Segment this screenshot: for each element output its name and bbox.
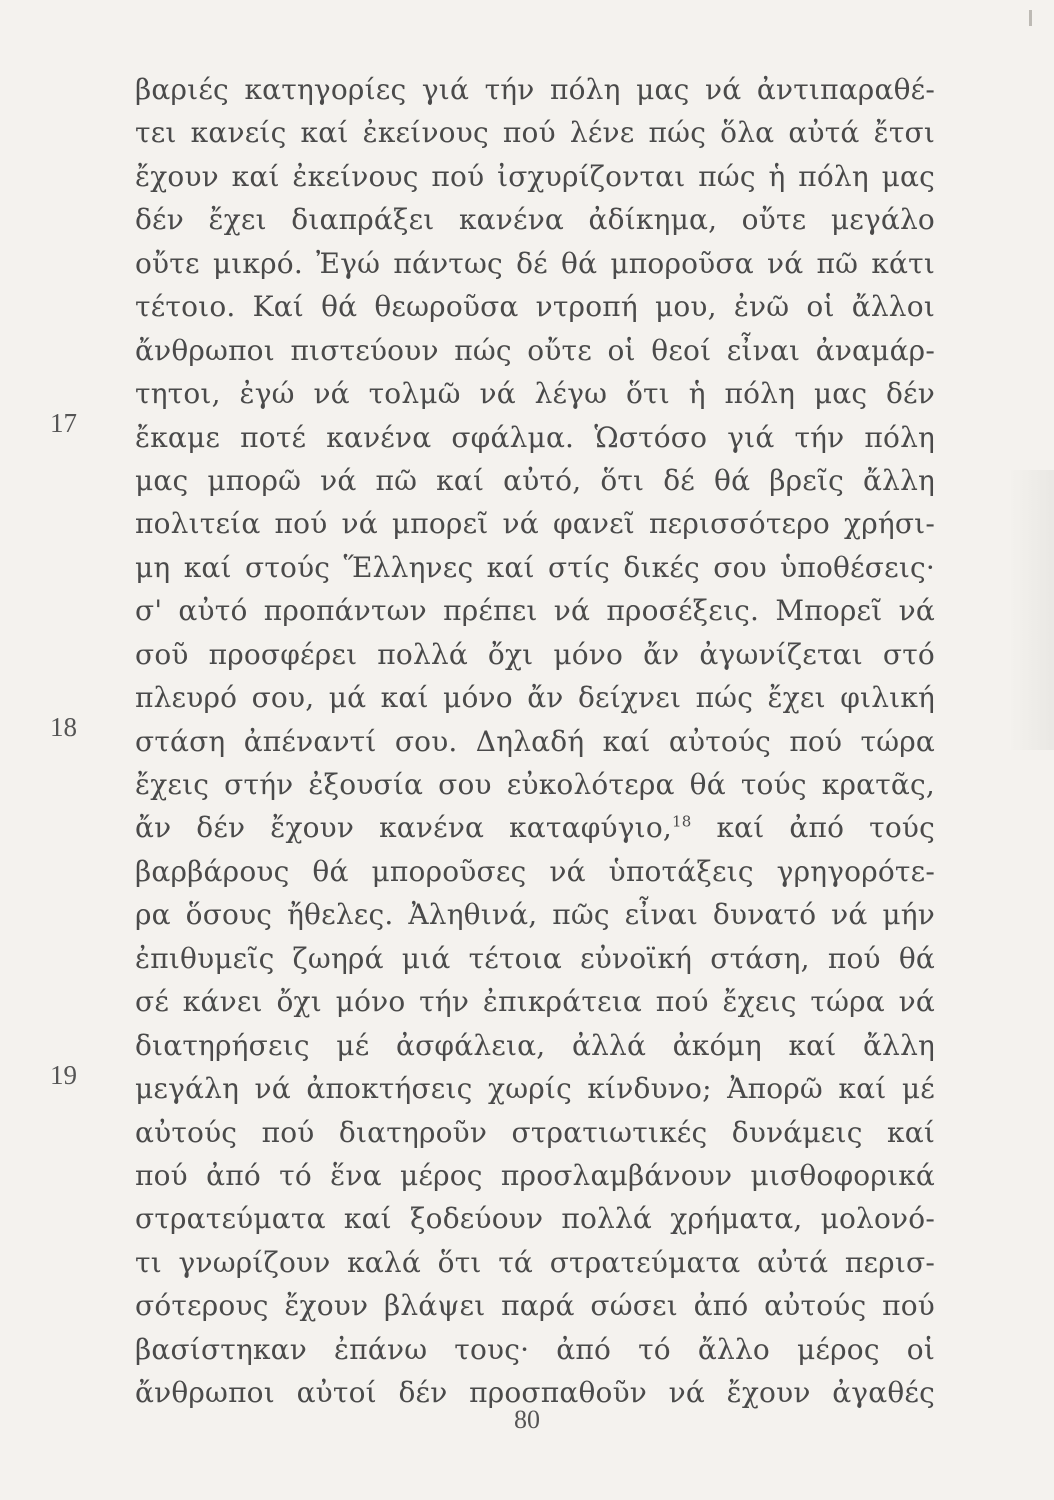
text-line-with-footnote <box>135 806 935 849</box>
text-line: διατηρήσεις μέ ἀσφάλεια, ἀλλά ἀκόμη καί ἄλλη <box>135 1028 935 1062</box>
text-line: τει κανείς καί ἐκείνους πού λένε πώς ὅλα αὐτά ἔτσι <box>135 116 935 150</box>
text-line: τι γνωρίζουν καλά ὅτι τά στρατεύματα αὐτά περισ- <box>135 1245 935 1279</box>
text-line: ἄνθρωποι πιστεύουν πώς οὔτε οἱ θεοί εἶναι ἀναμάρ- <box>135 333 935 367</box>
text-line: πολιτεία πού νά μπορεῖ νά φανεῖ περισσότερο χρήσι- <box>135 507 935 541</box>
text-line: ἄνθρωποι αὐτοί δέν προσπαθοῦν νά ἔχουν ἀγαθές <box>135 1376 935 1410</box>
text-line: βαρβάρους θά μποροῦσες νά ὑποτάξεις γρηγορότε- <box>135 854 935 888</box>
page-number: 80 <box>514 1405 540 1434</box>
text-line-tail: καί ἀπό τούς <box>691 811 935 845</box>
facing-page-bleed <box>1008 470 1054 750</box>
text-line-head: ἄν δέν ἔχουν κανένα καταφύγιο, <box>135 811 673 845</box>
text-line: πού ἀπό τό ἕνα μέρος προσλαμβάνουν μισθοφορικά <box>135 1158 935 1192</box>
text-line: μεγάλη νά ἀποκτήσεις χωρίς κίνδυνο; Ἀπορῶ καί μέ <box>135 1072 935 1106</box>
text-line: στάση ἀπέναντί σου. Δηλαδή καί αὐτούς πού τώρα <box>135 724 935 758</box>
text-line: τέτοιο. Καί θά θεωροῦσα ντροπή μου, ἐνῶ οἱ ἄλλοι <box>135 290 935 324</box>
text-line: σοῦ προσφέρει πολλά ὄχι μόνο ἄν ἀγωνίζεται στό <box>135 637 935 671</box>
text-line: ἐπιθυμεῖς ζωηρά μιά τέτοια εὐνοϊκή στάση, πού θά <box>135 941 935 975</box>
text-line: σότερους ἔχουν βλάψει παρά σώσει ἀπό αὐτούς πού <box>135 1289 935 1323</box>
text-line: οὔτε μικρό. Ἐγώ πάντως δέ θά μποροῦσα νά πῶ κάτι <box>135 246 935 280</box>
text-line: σ' αὐτό προπάντων πρέπει νά προσέξεις. Μπορεῖ νά <box>135 594 935 628</box>
text-line: μας μπορῶ νά πῶ καί αὐτό, ὅτι δέ θά βρεῖς ἄλλη <box>135 463 935 497</box>
text-line: ρα ὅσους ἤθελες. Ἀληθινά, πῶς εἶναι δυνατό νά μήν <box>135 898 935 932</box>
body-text <box>135 68 935 1415</box>
text-line: δέν ἔχει διαπράξει κανένα ἀδίκημα, οὔτε μεγάλο <box>135 203 935 237</box>
section-number-17: 17 <box>50 408 77 438</box>
text-line: ἔκαμε ποτέ κανένα σφάλμα. Ὡστόσο γιά τήν πόλη <box>135 420 935 454</box>
text-line: αὐτούς πού διατηροῦν στρατιωτικές δυνάμεις καί <box>135 1115 935 1149</box>
text-line: βασίστηκαν ἐπάνω τους· ἀπό τό ἄλλο μέρος οἱ <box>135 1332 935 1366</box>
text-line: μη καί στούς Ἕλληνες καί στίς δικές σου ὑποθέσεις· <box>135 550 935 584</box>
text-line: πλευρό σου, μά καί μόνο ἄν δείχνει πώς ἔχει φιλική <box>135 681 935 715</box>
scan-mark <box>1029 10 1032 26</box>
text-line: σέ κάνει ὄχι μόνο τήν ἐπικράτεια πού ἔχεις τώρα νά <box>135 985 935 1019</box>
text-line: τητοι, ἐγώ νά τολμῶ νά λέγω ὅτι ἡ πόλη μας δέν <box>135 377 935 411</box>
footnote-ref-18[interactable]: 18 <box>672 813 692 832</box>
text-line: στρατεύματα καί ξοδεύουν πολλά χρήματα, μολονό- <box>135 1202 935 1236</box>
section-number-18: 18 <box>50 712 77 742</box>
text-line: βαριές κατηγορίες γιά τήν πόλη μας νά ἀντιπαραθέ- <box>135 73 935 106</box>
section-number-19: 19 <box>50 1060 77 1090</box>
text-line: ἔχεις στήν ἐξουσία σου εὐκολότερα θά τούς κρατᾶς, <box>135 768 935 801</box>
text-line: ἔχουν καί ἐκείνους πού ἰσχυρίζονται πώς ἡ πόλη μας <box>135 159 935 193</box>
